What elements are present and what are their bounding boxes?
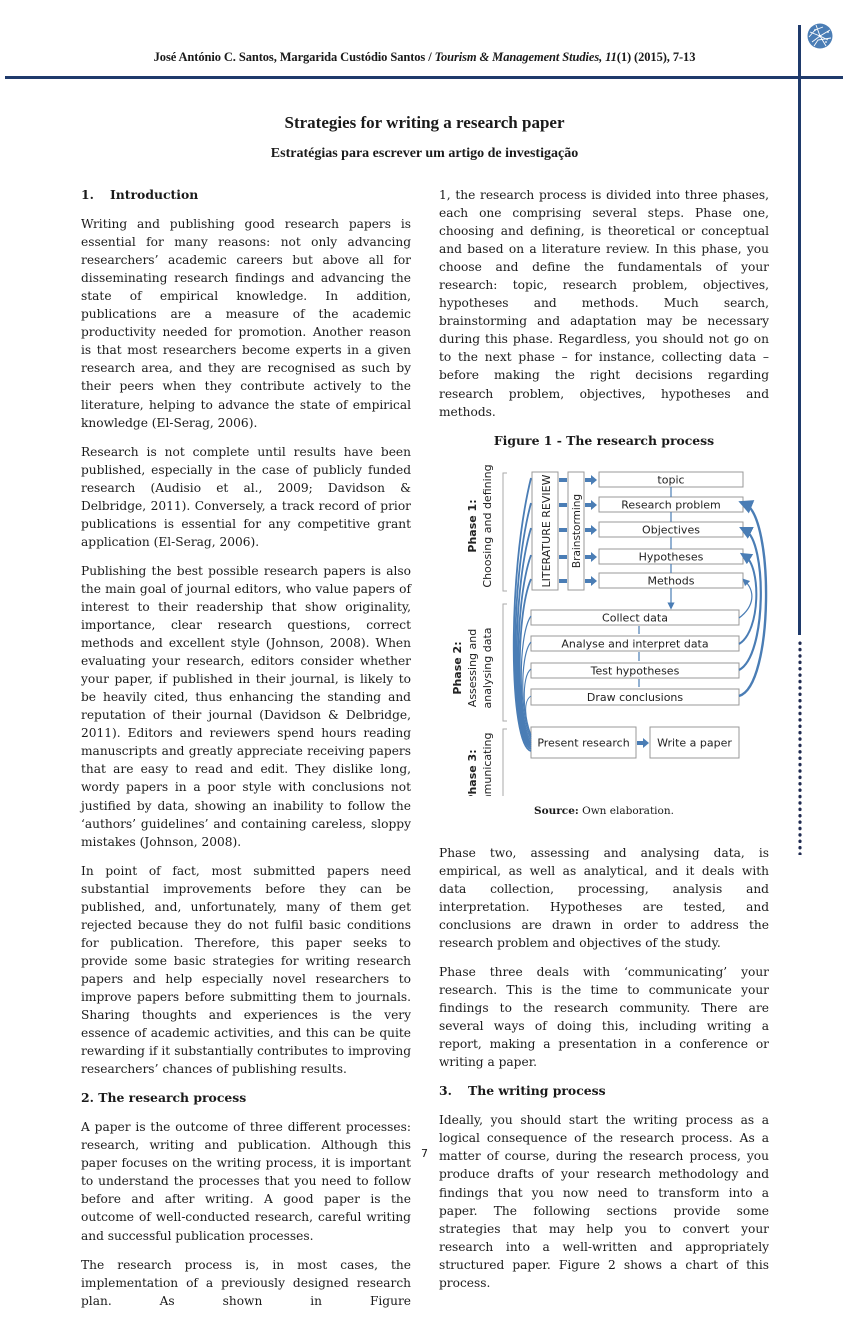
paper-title: Strategies for writing a research paper <box>284 113 565 132</box>
svg-text:Objectives: Objectives <box>642 523 700 537</box>
svg-text:Phase 2:: Phase 2: <box>451 641 464 695</box>
research-process-diagram <box>439 456 769 796</box>
svg-text:Methods: Methods <box>647 574 695 588</box>
svg-text:Analyse and interpret data: Analyse and interpret data <box>561 637 709 651</box>
page-number: 7 <box>421 1147 428 1160</box>
journal-logo-icon <box>806 22 834 50</box>
paragraph: In point of fact, most submitted papers need substantial improvements before they can be published, and, unfortunately, many of them get rejected because they do not fulfil basic conditions for publication. Therefore, this paper seeks to provide some basic strategies for writing research papers and help especially novel researchers to improve papers before submitting them to journals. Sharing thoughts and experiences is the very essence of academic activities, and this can be quite rewarding if it substantially contributes to improving researchers’ chances of publishing results. <box>81 863 411 1077</box>
vertical-dotted-rule <box>798 640 802 855</box>
section-heading-writing-process: 3. The writing process <box>439 1083 606 1099</box>
phase1-bracket <box>503 473 507 591</box>
header-authors: José António C. Santos, Margarida Custódio Santos / <box>153 50 435 64</box>
running-header <box>0 50 849 65</box>
paragraph: A paper is the outcome of three different processes: research, writing and publication. Although this paper focuses on the writing process, it is important to understand the processes that you need to follow before and after writing. A good paper is the outcome of well-conducted research, careful writing and successful publication processes. <box>81 1120 411 1243</box>
svg-text:Research problem: Research problem <box>621 498 721 512</box>
right-column <box>439 186 769 1303</box>
svg-text:Write a paper: Write a paper <box>657 736 732 750</box>
section-heading-introduction: 1. Introduction <box>81 187 199 202</box>
phase3-label <box>466 732 494 795</box>
paragraph: Publishing the best possible research papers is also the main goal of journal editors, who value papers of interest to their readership that show originality, importance, clear research questions, correct methods and excellent style (Johnson, 2008). When evaluating your research, editors consider whether your paper, if published in their journal, is likely to be heavily cited, thus enhancing the standing and reputation of their journal (Davidson & Delbridge, 2011). Editors and reviewers spend hours reading manuscripts and greatly appreciate receiving papers that are easy to read and edit. They dislike long, wordy papers in a poor style with conclusions not justified by data, showing an inability to follow the ‘authors’ guidelines’ and containing careless, sloppy mistakes (Johnson, 2008). <box>81 563 411 849</box>
phase2-label <box>451 627 494 708</box>
header-rule <box>5 76 843 79</box>
svg-text:Present research: Present research <box>537 736 630 750</box>
svg-text:analysing data: analysing data <box>481 627 494 709</box>
figure-title: Figure 1 - The research process <box>493 432 715 448</box>
svg-text:Phase 3:: Phase 3: <box>466 749 479 796</box>
svg-text:Collect data: Collect data <box>602 611 668 625</box>
svg-text:Phase 1:: Phase 1: <box>466 499 479 553</box>
paragraph: Ideally, you should start the writing process as a logical consequence of the research process. As a matter of course, during the research process, you produce drafts of your research methodology and findings that you now need to transform into a paper. The following sections provide some strategies that may help you to convert your research into a well-written and appropriately structured paper. Figure 2 shows a chart of this process. <box>439 1113 769 1290</box>
svg-text:Test hypotheses: Test hypotheses <box>590 664 680 678</box>
phase3-bracket <box>503 729 507 796</box>
svg-text:topic: topic <box>657 473 685 487</box>
svg-text:Communicating: Communicating <box>481 732 494 796</box>
figure-source: Source: Own elaboration. <box>534 804 674 817</box>
svg-text:Assessing and: Assessing and <box>466 628 479 707</box>
section-heading-research-process: 2. The research process <box>81 1090 247 1106</box>
paper-subtitle: Estratégias para escrever um artigo de investigação <box>270 146 579 161</box>
paragraph: Research is not complete until results have been published, especially in the case of publicly funded research (Audisio et al., 2009; Davidson & Delbridge, 2011). Conversely, a track record of prior publications is essential for any competitive grant application (El-Serag, 2006). <box>81 444 411 549</box>
svg-text:Hypotheses: Hypotheses <box>638 550 704 564</box>
phase2-bracket <box>503 604 507 721</box>
svg-text:LITERATURE REVIEW: LITERATURE REVIEW <box>540 474 553 588</box>
header-issue: (1) (2015), 7-13 <box>616 50 696 64</box>
paragraph: Phase two, assessing and analysing data, is empirical, as well as analytical, and it deals with data collection, processing, analysis and interpretation. Hypotheses are tested, and conclusions are drawn in order to address the research problem and objectives of the study. <box>439 845 769 950</box>
phase1-label <box>466 464 494 587</box>
header-journal: Tourism & Management Studies, 11 <box>434 50 617 64</box>
paragraph: 1, the research process is divided into three phases, each one comprising several steps. Phase one, choosing and defining, is theoretical or conceptual and based on a literature review. In this phase, you choose and define the fundamentals of your research: topic, research problem, objectives, hypotheses and methods. Much search, brainstorming and adaptation may be necessary during this phase. Regardless, you should not go on to the next phase – for instance, collecting data – before making the right decisions regarding research problem, objectives, hypotheses and methods. <box>439 188 769 419</box>
figure-research-process <box>439 456 769 796</box>
paragraph: Writing and publishing good research papers is essential for many reasons: not only advancing researchers’ academic careers but above all for disseminating research findings and advancing the state of empirical knowledge. In addition, publications are a measure of the academic productivity needed for promotion. Another reason is that most researchers become experts in a given research area, and they are recognised as such by their peers when they contribute actively to the literature, helping to advance the state of empirical knowledge (El-Serag, 2006). <box>81 217 411 430</box>
svg-text:Choosing and defining: Choosing and defining <box>481 464 494 588</box>
paragraph: Phase three deals with ‘communicating’ your research. This is the time to communicate your findings to the research community. There are several ways of doing this, including writing a report, making a presentation in a conference or writing a paper. <box>439 964 769 1070</box>
paragraph: The research process is, in most cases, the implementation of a previously designed research plan. As shown in Figure <box>81 1257 411 1308</box>
svg-text:Brainstorming: Brainstorming <box>571 493 583 568</box>
svg-text:Draw conclusions: Draw conclusions <box>586 690 684 704</box>
left-feedback-arrows <box>514 478 531 751</box>
